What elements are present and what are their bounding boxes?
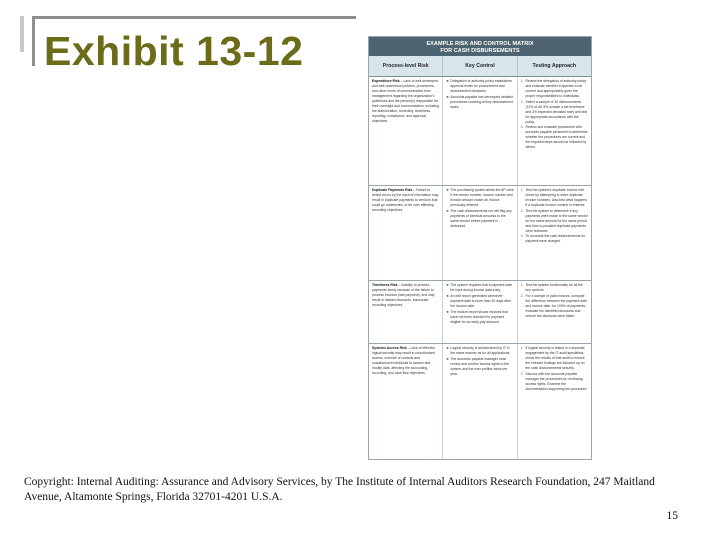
risk-text: – Inability to process payments timely because of the failure to process invoices (late payment), and may result in missed discounts, inaccurate recording objectives. xyxy=(372,283,435,307)
test-item: Test the system's duplicate invoice edit check by attempting to enter duplicate invoice numbers. Also test what happens if a duplicate invoice number is entered. xyxy=(525,188,587,207)
test-item: To reconcile the cash disbursements for payment were charged. xyxy=(525,234,586,244)
matrix-header xyxy=(369,37,591,56)
accent-rule-horizontal xyxy=(32,16,356,19)
control-item: The accounts payable manager must review and confirm access rights to the system and the user profiles twice per year. xyxy=(450,356,509,376)
matrix-title-line1: EXAMPLE RISK AND CONTROL MATRIX xyxy=(426,41,534,47)
test-item: Test the system to determine if any payments were made to the same vendor for the same amount for the same period and that no possible duplicate payments were reviewed. xyxy=(525,208,588,233)
test-item: Review the delegation of authority policy and evaluate whether it appears to be current and appropriately gives the proper responsibilities to individuals. xyxy=(525,79,587,98)
risk-cell xyxy=(369,186,443,280)
test-item: If logical security is tested in a separate engagement by the IT audit specialists, check the results of that audit to ensure the relevant findings are followed up on the cash disbursements security. xyxy=(525,346,585,370)
risk-text: – Lack of effective logical security may result in unauthorized access, override of controls and unauthorized individuals to access and modify data, affecting the accounting, recording, and cash flow objectives. xyxy=(372,346,435,375)
column-header-control: Key Control xyxy=(443,56,517,76)
matrix-column-headers xyxy=(369,56,591,77)
testing-cell: 1. Test the system's duplicate invoice edit check by attempting to enter duplicate invoice numbers. Also test what happens if a duplicate invoice number is entered. 2. Test the system to determine if any payments were made to the same vendor for the same amount for the same period and that no possible duplicate payments were reviewed. 3. To reconcile the cash disbursements for payment were charged. xyxy=(520,188,588,244)
risk-title: Expenditure Risk xyxy=(372,79,400,83)
test-item: For a sample of paid invoices, compute the difference between the payment date and invoice date; for 100% of payments, evaluate the identified discounts and ensure the discounts were taken. xyxy=(525,293,587,318)
risk-control-matrix xyxy=(368,36,592,460)
matrix-row-systems-access xyxy=(369,344,591,460)
matrix-title-line2: FOR CASH DISBURSEMENTS xyxy=(440,47,520,54)
control-item: The cash disbursements run will flag any payments of identical amounts to the same vendor before payment is disbursed. xyxy=(450,208,512,228)
risk-title: Timeliness Risk xyxy=(372,283,398,287)
accent-rule-vertical xyxy=(32,16,35,66)
control-item: Delegation of authority policy establishes approval levels for procurement and disbursement decisions. xyxy=(450,79,512,93)
test-item: Discuss with the accounts payable manager the procedures for reviewing access rights. Examine the documentation supporting the procedure. xyxy=(525,371,588,391)
page-number: 15 xyxy=(666,510,678,522)
slide-title: Exhibit 13-12 xyxy=(44,28,304,74)
risk-title: Duplicate Payments Risk xyxy=(372,188,413,192)
copyright-notice: Copyright: Internal Auditing: Assurance and Advisory Services, by The Institute of Internal Auditors Research Foundation, 247 Maitland Avenue, Altamonte Springs, Florida 32701-4201 U.S.A. xyxy=(24,476,655,503)
control-cell: ■ Delegation of authority policy establishes approval levels for procurement and disbursement decisions. ■ Accounts payable has developed detailed procedures covering all key disbursement tasks. xyxy=(443,77,517,185)
control-item: The system requires that a payment date be input during invoice data entry. xyxy=(450,283,513,292)
control-item: Logical security is administered by IT in the same manner as for all applications. xyxy=(450,346,511,355)
testing-cell: 1. If logical security is tested in a separate engagement by the IT audit specialists, check the results of that audit to ensure the relevant findings are followed up on the cash disbursements security. 2. Discuss with the accounts payable manager the procedures for reviewing access rights. Examine the documentation supporting the procedure. xyxy=(520,346,588,391)
matrix-row-expenditure xyxy=(369,77,591,186)
matrix-row-timeliness xyxy=(369,281,591,344)
risk-cell xyxy=(369,344,443,460)
control-item: Accounts payable has developed detailed procedures covering all key disbursement tasks. xyxy=(450,94,513,109)
matrix-row-duplicate-payments xyxy=(369,186,591,281)
control-item: The purchasing system alerts the AP clerk if the vendor number, invoice number and invoice amount match an invoice previously entered. xyxy=(450,188,514,207)
column-header-risk: Process-level Risk xyxy=(369,56,443,76)
testing-cell: 1. Review the delegation of authority policy and evaluate whether it appears to be current and appropriately gives the proper responsibilities to individuals. 2. Select a sample of 30 disbursements (12% of all, 5% outside a set timeframe and 3% expected deviation rate) and test for appropriate accordance with the policy. 3. Review and evaluate procedures with accounts payable personnel to determine whether the procedures are current and the required steps should be followed by others. xyxy=(520,79,588,150)
risk-cell xyxy=(369,281,443,343)
control-cell: ■ Logical security is administered by IT in the same manner as for all applications. ■ The accounts payable manager must review and confirm access rights to the system and the user profiles twice per year. xyxy=(443,344,517,460)
risk-text: – Lack of well-developed and well-understood policies, procedures, and other forms of communication from management regarding the organization's guidelines and the person(s) responsible for their oversight and communication, including the authorization, recording, timeliness, reporting, compliance, and approval objectives. xyxy=(372,79,439,123)
control-cell: ■ The purchasing system alerts the AP clerk if the vendor number, invoice number and invoice amount match an invoice previously entered. ■ The cash disbursements run will flag any payments of identical amounts to the same vendor before payment is disbursed. xyxy=(443,186,517,280)
control-item: An edit report generated whenever payment date is more than 30 days after the invoice date. xyxy=(450,293,512,308)
accent-bar-light xyxy=(20,16,24,52)
test-item: Test the system functionality for all the key controls. xyxy=(525,283,583,292)
test-item: Review and evaluate procedures with accounts payable personnel to determine whether the procedures are current and the required steps should be followed by others. xyxy=(525,125,588,150)
risk-cell xyxy=(369,77,443,185)
control-cell: ■ The system requires that a payment date be input during invoice data entry. ■ An edit report generated whenever payment date is more than 30 days after the invoice date. ■ The invoice report shows invoices that have not been checked for payment eligible for an early-pay discount. xyxy=(443,281,517,343)
risk-text: – Failure to detect errors by the input of information may result in duplicate payments to vendors that could go undetected, or be over-effecting recording objectives. xyxy=(372,188,439,212)
control-item: The invoice report shows invoices that have not been checked for payment eligible for an early-pay discount. xyxy=(450,309,508,324)
column-header-testing: Testing Approach xyxy=(532,63,577,69)
test-item: Select a sample of 30 disbursements (12% of all, 5% outside a set timeframe and 3% expected deviation rate) and test for appropriate accordance with the policy. xyxy=(525,99,588,124)
risk-title: Systems Access Risk xyxy=(372,346,407,350)
testing-cell: 1. Test the system functionality for all the key controls. 2. For a sample of paid invoices, compute the difference between the payment date and invoice date; for 100% of payments, evaluate the identified discounts and ensure the discounts were taken. xyxy=(520,283,587,318)
